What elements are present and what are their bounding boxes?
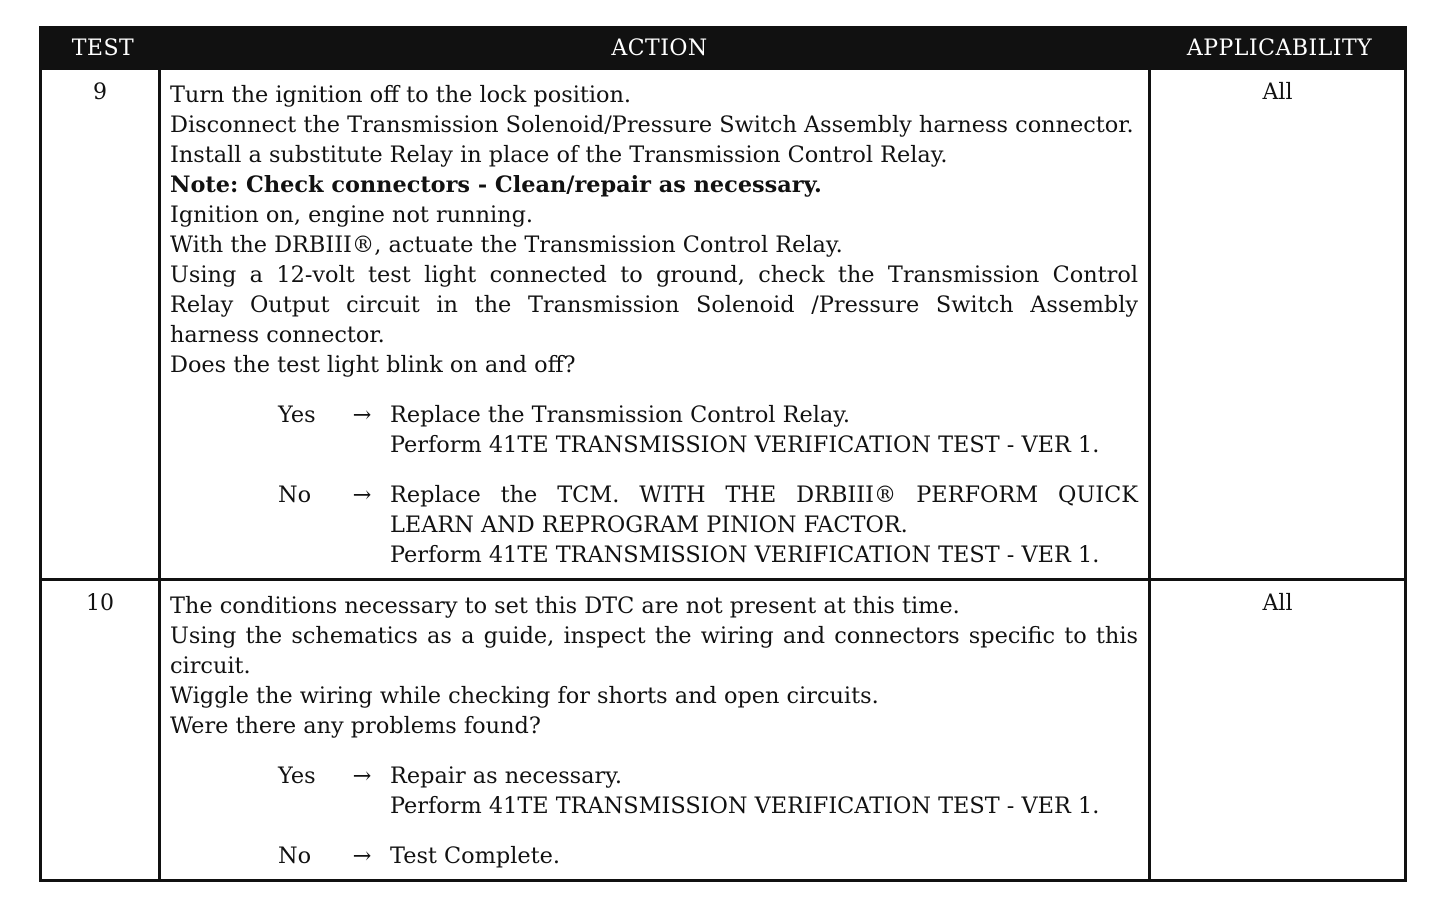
answer-label: No xyxy=(278,482,312,508)
response-line: Perform 41TE TRANSMISSION VERIFICATION TEST - VER 1. xyxy=(390,542,1100,568)
response-line: Repair as necessary. xyxy=(390,763,623,789)
arrow-icon: → xyxy=(352,763,372,789)
response-line: Perform 41TE TRANSMISSION VERIFICATION TEST - VER 1. xyxy=(390,793,1100,819)
action-line: With the DRBIII®, actuate the Transmission Control Relay. xyxy=(170,232,843,258)
response-line: Test Complete. xyxy=(390,843,561,869)
action-line: Wiggle the wiring while checking for shorts and open circuits. xyxy=(170,683,879,709)
response-line: Replace the TCM. WITH THE DRBIII® PERFORM QUICK LEARN AND REPROGRAM PINION FACTOR. xyxy=(390,482,1138,538)
answer-label: No xyxy=(278,843,312,869)
action-note: Note: Check connectors - Clean/repair as necessary. xyxy=(170,172,822,198)
arrow-icon: → xyxy=(352,482,372,508)
applicability-value: All xyxy=(1262,591,1293,616)
action-line: Disconnect the Transmission Solenoid/Pressure Switch Assembly harness connector. xyxy=(170,112,1134,138)
action-line: The conditions necessary to set this DTC are not present at this time. xyxy=(170,593,960,619)
arrow-icon: → xyxy=(352,402,372,428)
action-line: Turn the ignition off to the lock position. xyxy=(170,82,632,108)
action-question: Were there any problems found? xyxy=(170,713,541,739)
response-no xyxy=(170,480,1138,570)
header-applicability: APPLICABILITY xyxy=(1186,35,1373,61)
response-yes xyxy=(170,761,1138,821)
header-test: TEST xyxy=(71,35,135,61)
table-header xyxy=(42,29,1404,67)
action-line: Ignition on, engine not running. xyxy=(170,202,534,228)
applicability-value: All xyxy=(1262,80,1293,105)
action-cell xyxy=(161,70,1151,578)
test-number: 9 xyxy=(42,70,161,578)
action-cell xyxy=(161,581,1151,879)
response-body xyxy=(390,761,1138,821)
answer-label: Yes xyxy=(278,763,316,789)
header-action: ACTION xyxy=(611,35,708,61)
action-line: Install a substitute Relay in place of the Transmission Control Relay. xyxy=(170,142,948,168)
response-no xyxy=(170,841,1138,871)
response-line: Replace the Transmission Control Relay. xyxy=(390,402,851,428)
test-number: 10 xyxy=(42,581,161,879)
action-line: Using the schematics as a guide, inspect the wiring and connectors specific to this circuit. xyxy=(170,623,1138,679)
action-line: Using a 12-volt test light connected to ground, check the Transmission Control Relay Output circuit in the Transmission Solenoid /Pressure Switch Assembly harness connector. xyxy=(170,262,1138,348)
table-row-test-9 xyxy=(42,67,1404,578)
diagnostic-test-table xyxy=(39,26,1407,882)
response-body xyxy=(390,841,1138,871)
response-yes xyxy=(170,400,1138,460)
response-body xyxy=(390,480,1138,570)
table-row-test-10 xyxy=(42,578,1404,879)
action-question: Does the test light blink on and off? xyxy=(170,352,576,378)
arrow-icon: → xyxy=(352,843,372,869)
response-body xyxy=(390,400,1138,460)
response-line: Perform 41TE TRANSMISSION VERIFICATION TEST - VER 1. xyxy=(390,432,1100,458)
answer-label: Yes xyxy=(278,402,316,428)
